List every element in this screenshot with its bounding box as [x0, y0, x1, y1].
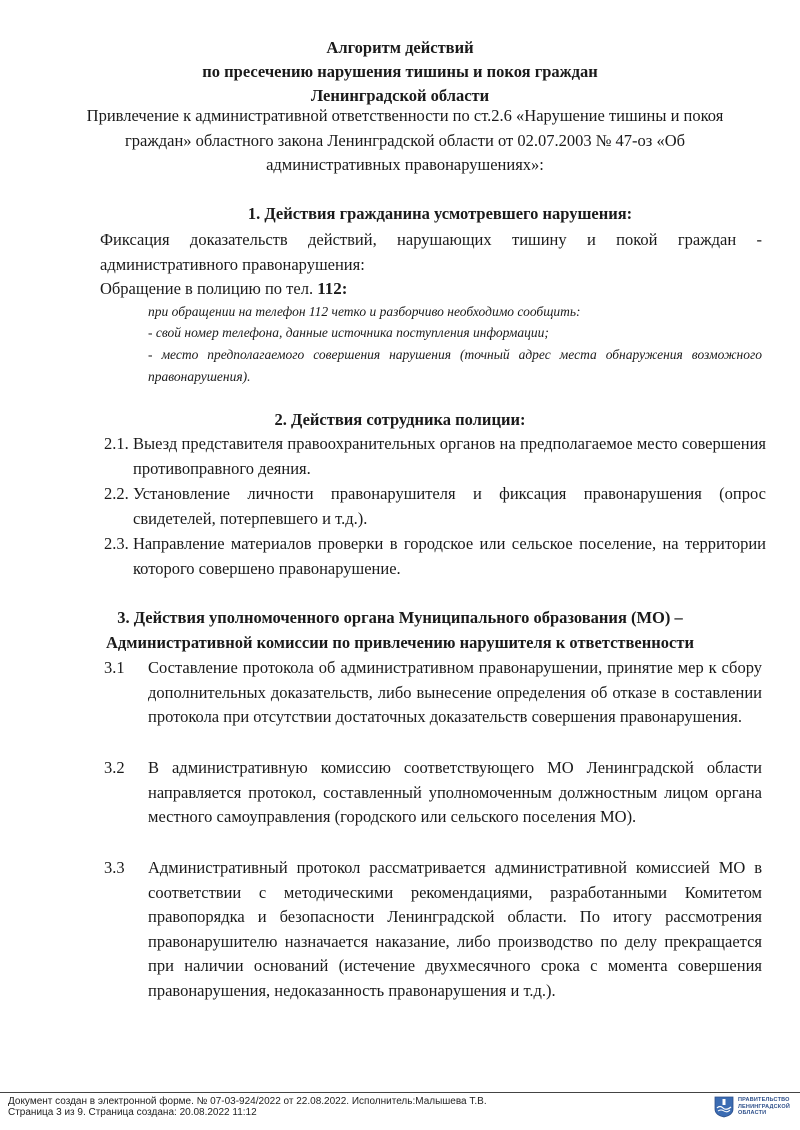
section1-paragraph: Фиксация доказательств действий, нарушающих тишину и покой граждан - административного правонарушения:	[100, 230, 762, 274]
list-item-number: 3.2	[104, 758, 125, 777]
list-item-number: 2.1.	[104, 434, 129, 453]
list-item-number: 2.3.	[104, 534, 129, 553]
footer-document-info: Документ создан в электронной форме. № 07-03-924/2022 от 22.08.2022. Исполнитель:Малышева Т.В.	[8, 1096, 487, 1107]
list-item-text: В административную комиссию соответствующего МО Ленинградской области направляется протокол, составленный уполномоченным должностным лицом органа местного самоуправления (городского или сельского поселения МО).	[148, 758, 762, 826]
list-item-number: 3.3	[104, 858, 125, 877]
section3-heading-line1: 3. Действия уполномоченного органа Муниципального образования (МО) –	[117, 608, 683, 627]
document-title-line1: Алгоритм действий	[326, 38, 474, 57]
call-prefix: Обращение в полицию по тел.	[100, 279, 318, 298]
section1-note: - место предполагаемого совершения нарушения (точный адрес места обнаружения возможного правонарушения).	[148, 347, 762, 384]
list-item-text: Составление протокола об административном правонарушении, принятие мер к сбору дополнительных доказательств, либо вынесение определения об отказе в составлении протокола при отсутствии достаточных доказательств совершения правонарушения.	[148, 658, 762, 726]
logo-text-line: ОБЛАСТИ	[738, 1110, 767, 1116]
document-title-line3: Ленинградской области	[310, 86, 490, 105]
footer-page-info: Страница 3 из 9. Страница создана: 20.08.2022 11:12	[8, 1107, 257, 1118]
logo-text	[738, 1097, 790, 1117]
logo-text-line: ПРАВИТЕЛЬСТВО	[738, 1097, 790, 1103]
intro-paragraph: Привлечение к административной ответственности по ст.2.6 «Нарушение тишины и покоя граждан» областного закона Ленинградской области от 02.07.2003 № 47-оз «Об административных правонарушениях»:	[86, 106, 724, 174]
call-suffix: :	[341, 279, 348, 298]
document-title-line2: по пресечению нарушения тишины и покоя граждан	[202, 62, 598, 81]
section2-heading: 2. Действия сотрудника полиции:	[274, 410, 526, 429]
logo-text-line: ЛЕНИНГРАДСКОЙ	[738, 1103, 790, 1110]
section1-note: - свой номер телефона, данные источника поступления информации;	[148, 325, 549, 340]
section1-note: при обращении на телефон 112 четко и разборчиво необходимо сообщить:	[148, 304, 581, 319]
list-item-text: Выезд представителя правоохранительных органов на предполагаемое место совершения противоправного деяния.	[133, 434, 766, 478]
footer-divider	[0, 1092, 800, 1093]
coat-of-arms-icon	[714, 1096, 734, 1118]
list-item-number: 2.2.	[104, 484, 129, 503]
section3-heading-line2: Административной комиссии по привлечению нарушителя к ответственности	[106, 633, 694, 652]
list-item-number: 3.1	[104, 658, 125, 677]
section1-heading: 1. Действия гражданина усмотревшего нарушения:	[247, 204, 633, 223]
list-item-text: Направление материалов проверки в городское или сельское поселение, на территории которого совершено правонарушение.	[133, 534, 766, 578]
list-item-text: Установление личности правонарушителя и фиксация правонарушения (опрос свидетелей, потерпевшего и т.д.).	[133, 484, 766, 528]
government-logo	[714, 1096, 798, 1120]
call-number: 112	[317, 279, 342, 298]
list-item-text: Административный протокол рассматривается административной комиссией МО в соответствии с методическими рекомендациями, разработанными Комитетом правопорядка и безопасности Ленинградской области. По итогу рассмотрения правонарушителю назначается наказание, либо производство по делу прекращается при наличии оснований (истечение двухмесячного срока с момента совершения правонарушения, недоказанность правонарушения и т.д.).	[148, 858, 762, 1000]
section1-call-line	[100, 277, 347, 302]
